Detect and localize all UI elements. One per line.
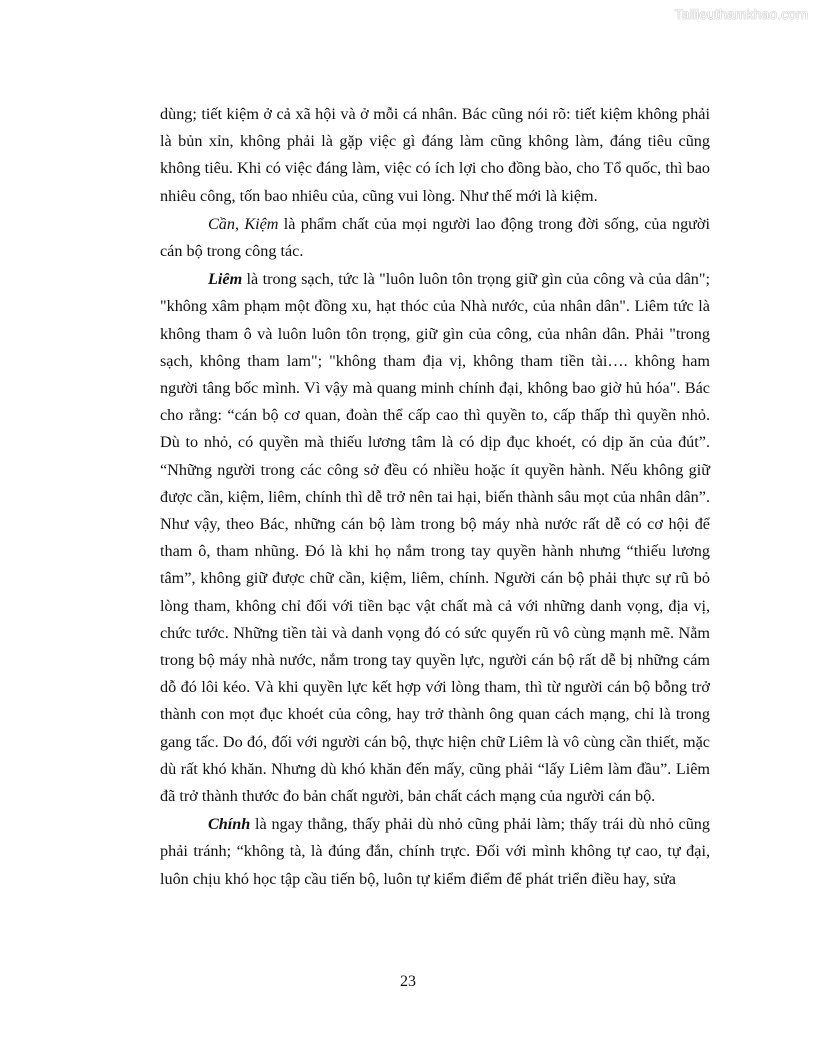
paragraph-text: là phẩm chất của mọi người lao động trong đời sống, của người cán bộ trong công tác.	[160, 214, 710, 261]
paragraph-chinh	[160, 811, 710, 893]
paragraph-can-kiem	[160, 211, 710, 265]
term-can-kiem: Cần, Kiệm	[208, 214, 279, 233]
term-chinh: Chính	[208, 815, 251, 834]
paragraph-text: dùng; tiết kiệm ở cả xã hội và ở mỗi cá nhân. Bác cũng nói rõ: tiết kiệm không phải là bủn xỉn, không phải là gặp việc gì đáng làm cũng không làm, đáng tiêu cũng không tiêu. Khi có việc đáng làm, việc có ích lợi cho đồng bào, cho Tổ quốc, thì bao nhiêu công, tốn bao nhiêu của, cũng vui lòng. Như thế mới là kiệm.	[160, 105, 710, 205]
paragraph-tiet-kiem-continuation	[160, 101, 710, 210]
term-liem: Liêm	[208, 270, 243, 289]
paragraph-liem	[160, 266, 710, 810]
paragraph-text: là trong sạch, tức là "luôn luôn tôn trọng giữ gìn của công và của dân"; "không xâm phạm một đồng xu, hạt thóc của Nhà nước, của nhân dân". Liêm tức là không tham ô và luôn luôn tôn trọng, giữ gìn của công, của nhân dân. Phải "trong sạch, không tham lam"; "không tham địa vị, không tham tiền tài…. không ham người tâng bốc mình. Vì vậy mà quang minh chính đại, không bao giờ hủ hóa". Bác cho rằng: “cán bộ cơ quan, đoàn thể cấp cao thì quyền to, cấp thấp thì quyền nhỏ. Dù to nhỏ, có quyền mà thiếu lương tâm là có dịp đục khoét, có dịp ăn của đút”. “Những người trong các công sở đều có nhiều hoặc ít quyền hành. Nếu không giữ được cần, kiệm, liêm, chính thì dễ trở nên tai hại, biến thành sâu mọt của nhân dân”. Như vậy, theo Bác, những cán bộ làm trong bộ máy nhà nước rất dễ có cơ hội để tham ô, tham nhũng. Đó là khi họ nắm trong tay quyền hành nhưng “thiếu lương tâm”, không giữ được chữ cần, kiệm, liêm, chính. Người cán bộ phải thực sự rũ bỏ lòng tham, không chỉ đối với tiền bạc vật chất mà cả với những danh vọng, địa vị, chức tước. Những tiền tài và danh vọng đó có sức quyến rũ vô cùng mạnh mẽ. Nằm trong bộ máy nhà nước, nắm trong tay quyền lực, người cán bộ rất dễ bị những cám dỗ đó lôi kéo. Và khi quyền lực kết hợp với lòng tham, thì từ người cán bộ bỗng trở thành con mọt đục khoét của công, hay trở thành ông quan cách mạng, chỉ là trong gang tấc. Do đó, đối với người cán bộ, thực hiện chữ Liêm là vô cùng cần thiết, mặc dù rất khó khăn. Nhưng dù khó khăn đến mấy, cũng phải “lấy Liêm làm đầu”. Liêm đã trở thành thước đo bản chất người, bản chất cách mạng của người cán bộ.	[160, 270, 710, 806]
watermark: Tailieuthamkhao.com	[674, 6, 808, 22]
paragraph-text: là ngay thẳng, thấy phải dù nhỏ cũng phải làm; thấy trái dù nhỏ cũng phải tránh; “không tà, là đúng đắn, chính trực. Đối với mình không tự cao, tự đại, luôn chịu khó học tập cầu tiến bộ, luôn tự kiểm điểm để phát triển điều hay, sửa	[160, 815, 710, 888]
page-number: 23	[400, 973, 416, 990]
document-body	[160, 101, 710, 893]
